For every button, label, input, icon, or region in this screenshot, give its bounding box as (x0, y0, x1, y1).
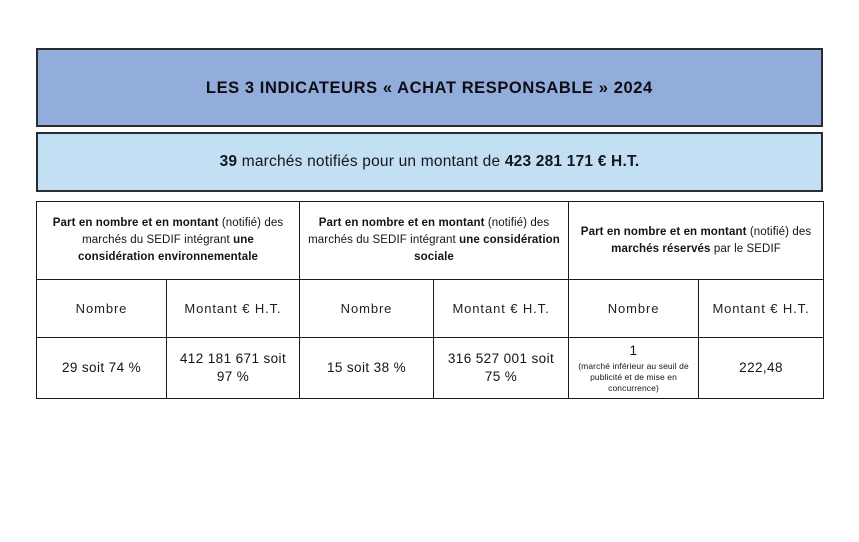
page-content (36, 48, 823, 399)
data-row (37, 338, 824, 399)
cell-reserves-nombre-value: 1 (629, 343, 638, 358)
group2-bold-consideration: une considération sociale (414, 234, 560, 263)
group1-bold-consideration: une considération environnementale (77, 234, 258, 263)
cell-reserves-montant: 222,48 (699, 338, 824, 399)
column-header-row (37, 280, 824, 338)
indicators-table (36, 201, 824, 399)
col-header-reserves-nombre: Nombre (569, 280, 699, 338)
group2-regular-part: (notifié) des marchés du SEDIF intégrant (308, 217, 550, 247)
summary-amount: 423 281 171 € H.T. (504, 153, 640, 170)
col-header-social-nombre: Nombre (300, 280, 434, 338)
group3-bold-reserves: marchés réservés (611, 242, 711, 255)
group-header-reserves (569, 202, 824, 280)
group3-bold-part: Part en nombre et en montant (580, 225, 747, 238)
col-header-env-nombre: Nombre (37, 280, 167, 338)
cell-env-nombre: 29 soit 74 % (37, 338, 167, 399)
group2-bold-part: Part en nombre et en montant (318, 217, 485, 230)
col-header-reserves-montant: Montant € H.T. (699, 280, 824, 338)
cell-env-montant: 412 181 671 soit 97 % (167, 338, 300, 399)
cell-reserves-nombre (569, 338, 699, 399)
group1-regular-part: (notifié) des marchés du SEDIF intégrant (82, 217, 284, 247)
page-title: LES 3 INDICATEURS « ACHAT RESPONSABLE » 2024 (206, 77, 653, 97)
group3-regular-part: (notifié) des (746, 225, 812, 238)
col-header-social-montant: Montant € H.T. (434, 280, 569, 338)
summary-text (220, 153, 640, 171)
group-header-sociale (300, 202, 569, 280)
cell-social-nombre: 15 soit 38 % (300, 338, 434, 399)
summary-banner (36, 132, 823, 192)
cell-social-montant: 316 527 001 soit 75 % (434, 338, 569, 399)
group-header-environnementale (37, 202, 300, 280)
group-header-row (37, 202, 824, 280)
title-banner (36, 48, 823, 127)
cell-reserves-nombre-note: (marché inférieur au seuil de publicité et de mise en concurrence) (578, 361, 689, 394)
group1-bold-part: Part en nombre et en montant (52, 217, 219, 230)
summary-count: 39 (219, 153, 238, 170)
col-header-env-montant: Montant € H.T. (167, 280, 300, 338)
group3-regular-end: par le SEDIF (710, 242, 781, 255)
summary-middle: marchés notifiés pour un montant de (237, 153, 505, 170)
